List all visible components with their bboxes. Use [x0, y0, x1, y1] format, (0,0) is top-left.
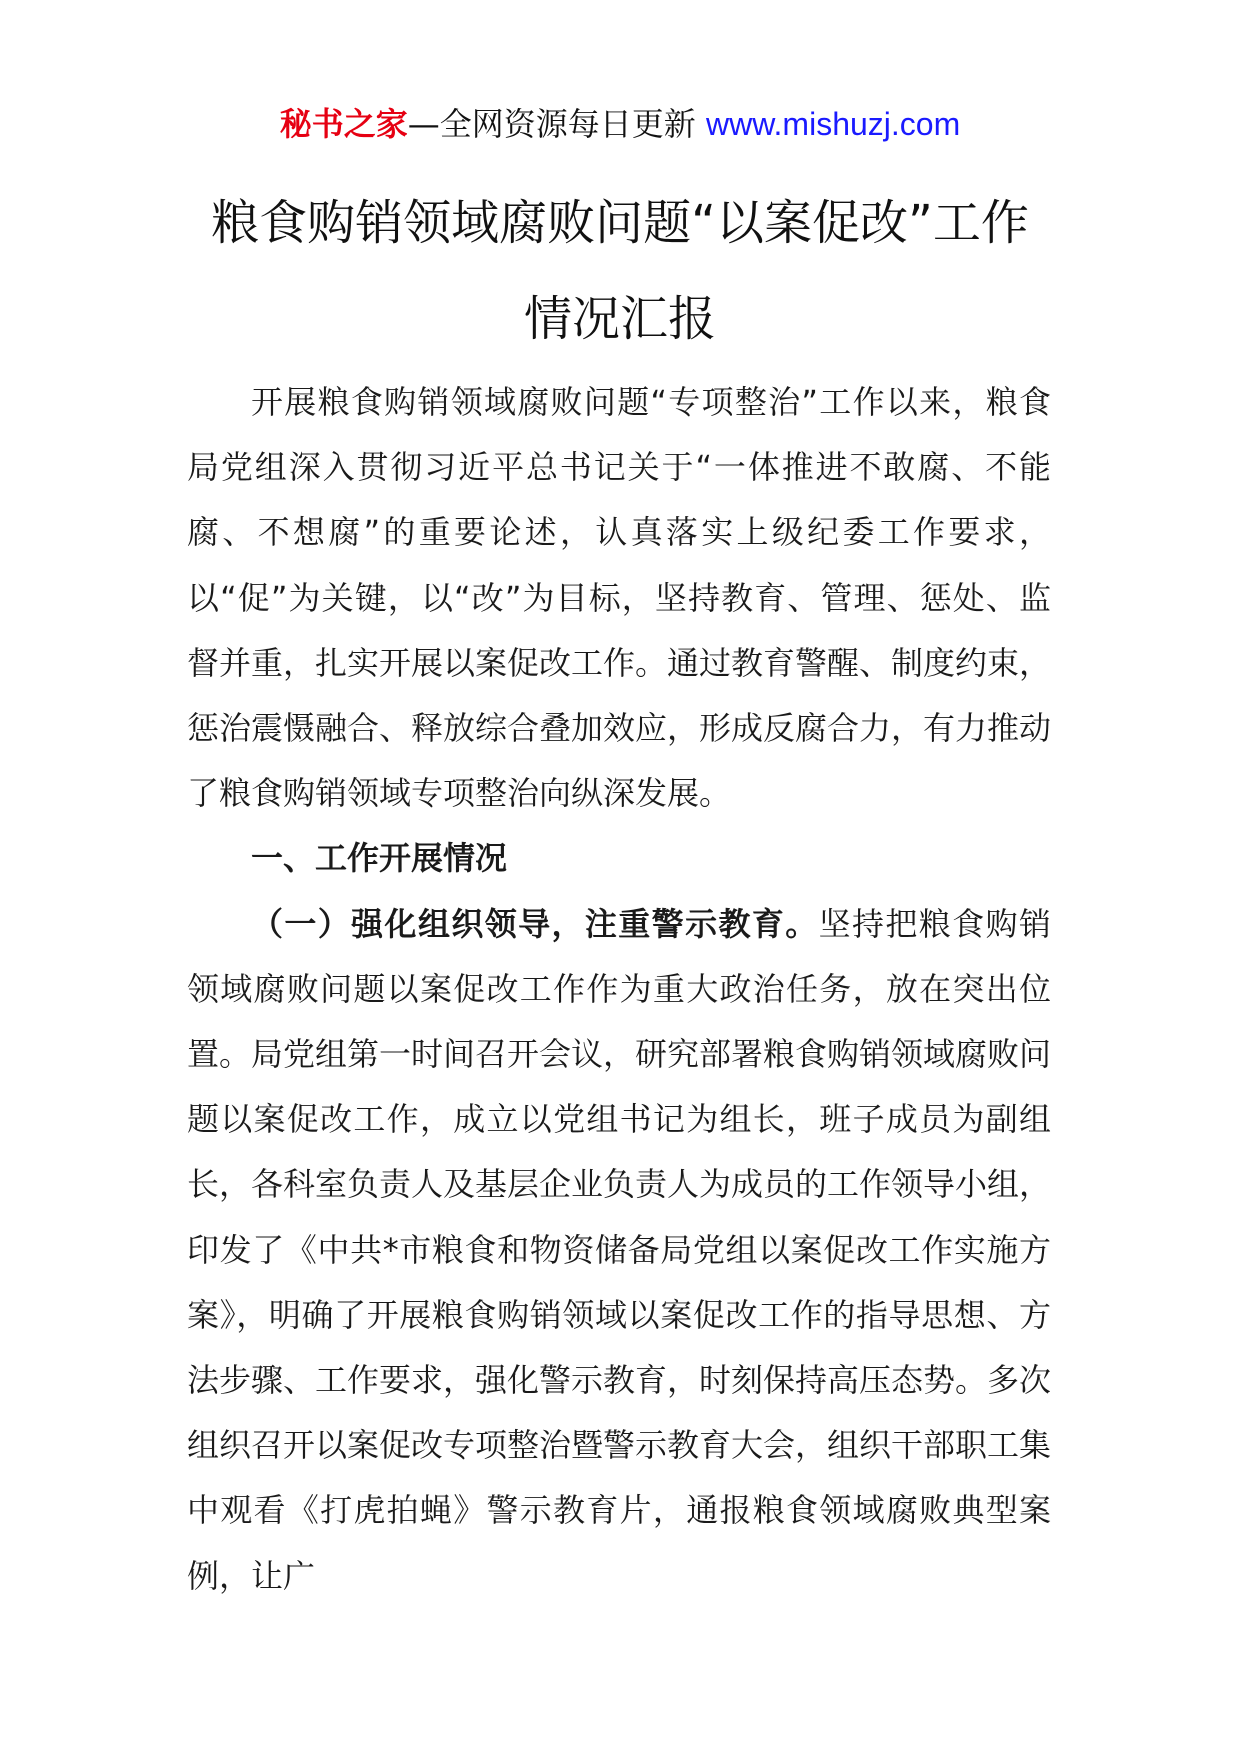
title-line-2: 情况汇报	[523, 291, 716, 347]
header-slogan: —全网资源每日更新	[407, 105, 696, 143]
subsection-paragraph-1	[187, 892, 1051, 1609]
brand-name: 秘书之家	[279, 105, 408, 143]
watermark-header	[0, 100, 1240, 148]
site-url-link[interactable]: www.mishuzj.com	[705, 106, 961, 142]
document-title	[140, 175, 1100, 367]
subsection-lead-1: （一）强化组织领导，注重警示教育。	[251, 904, 819, 943]
document-body	[187, 370, 1051, 1609]
intro-paragraph: 开展粮食购销领域腐败问题“专项整治”工作以来，粮食局党组深入贯彻习近平总书记关于“一体推进不敢腐、不能腐、不想腐”的重要论述，认真落实上级纪委工作要求，以“促”为关键，以“改”为目标，坚持教育、管理、惩处、监督并重，扎实开展以案促改工作。通过教育警醒、制度约束，惩治震慑融合、释放综合叠加效应，形成反腐合力，有力推动了粮食购销领域专项整治向纵深发展。	[187, 383, 1052, 813]
section-heading-1: 一、工作开展情况	[251, 839, 508, 878]
subsection-text-1: 坚持把粮食购销领域腐败问题以案促改工作作为重大政治任务，放在突出位置。局党组第一时间召开会议，研究部署粮食购销领域腐败问题以案促改工作，成立以党组书记为组长，班子成员为副组长，各科室负责人及基层企业负责人为成员的工作领导小组，印发了《中共*市粮食和物资储备局党组以案促改工作实施方案》，明确了开展粮食购销领域以案促改工作的指导思想、方法步骤、工作要求，强化警示教育，时刻保持高压态势。多次组织召开以案促改专项整治暨警示教育大会，组织干部职工集中观看《打虎拍蝇》警示教育片，通报粮食领域腐败典型案例，让广	[187, 904, 1052, 1595]
title-line-1: 粮食购销领域腐败问题“以案促改”工作	[211, 195, 1029, 251]
